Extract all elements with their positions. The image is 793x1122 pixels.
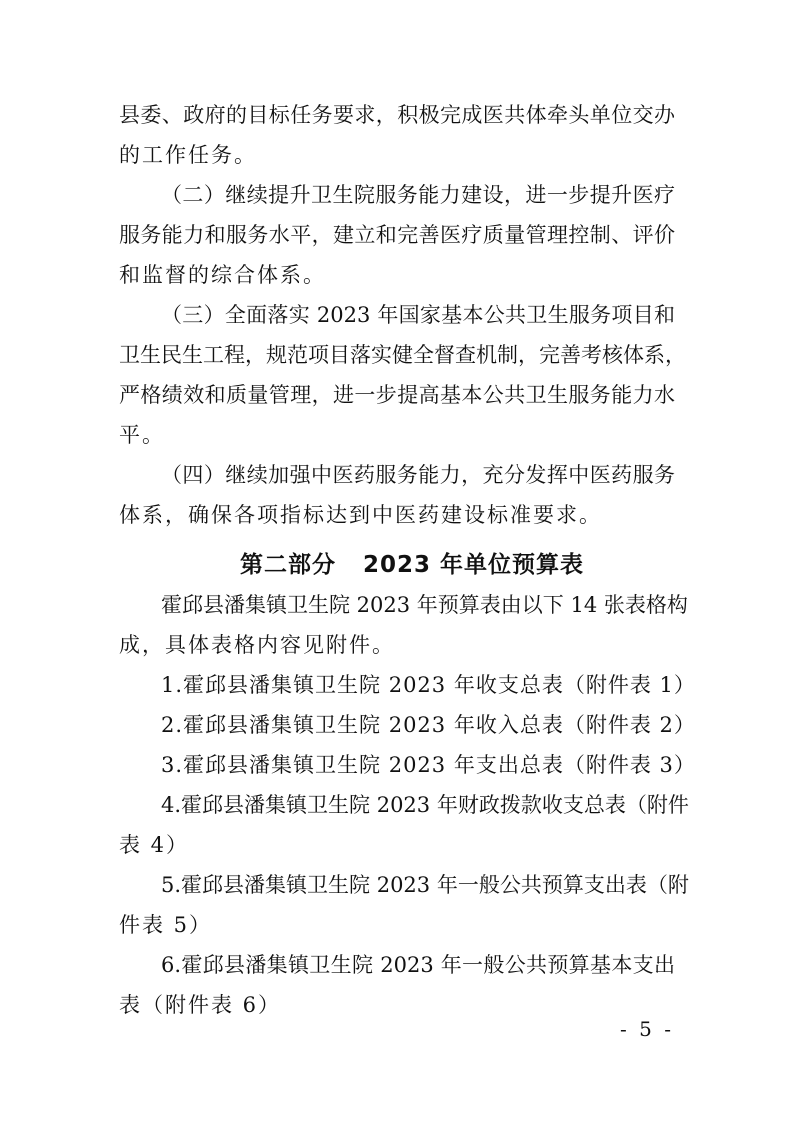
section-heading: 第二部分 2023 年单位预算表 <box>240 552 585 578</box>
section-intro-line-2: 成，具体表格内容见附件。 <box>119 633 395 657</box>
attachment-item-4-line-1: 4.霍邱县潘集镇卫生院 2023 年财政拨款收支总表（附件 <box>161 793 689 817</box>
attachment-item-3: 3.霍邱县潘集镇卫生院 2023 年支出总表（附件表 3） <box>161 753 696 777</box>
paragraph-2-line-3: 和监督的综合体系。 <box>119 263 326 287</box>
paragraph-3-line-4: 平。 <box>119 423 165 447</box>
paragraph-1-line-1: 县委、政府的目标任务要求，积极完成医共体牵头单位交办 <box>119 103 675 127</box>
page-number: - 5 - <box>620 1017 674 1041</box>
paragraph-3-line-2: 卫生民生工程，规范项目落实健全督查机制，完善考核体系， <box>119 343 686 367</box>
paragraph-4-line-2: 体系，确保各项指标达到中医药建设标准要求。 <box>119 503 602 527</box>
paragraph-3-line-1: （三）全面落实 2023 年国家基本公共卫生服务项目和 <box>161 303 675 327</box>
paragraph-2-line-2: 服务能力和服务水平，建立和完善医疗质量管理控制、评价 <box>119 223 675 247</box>
attachment-item-5-line-1: 5.霍邱县潘集镇卫生院 2023 年一般公共预算支出表（附 <box>161 873 689 897</box>
section-intro-line-1: 霍邱县潘集镇卫生院 2023 年预算表由以下 14 张表格构 <box>161 593 688 617</box>
paragraph-3-line-3: 严格绩效和质量管理，进一步提高基本公共卫生服务能力水 <box>119 383 675 407</box>
attachment-item-6-line-2: 表（附件表 6） <box>119 993 282 1017</box>
paragraph-4-line-1: （四）继续加强中医药服务能力，充分发挥中医药服务 <box>161 463 675 487</box>
attachment-item-5-line-2: 件表 5） <box>119 913 213 937</box>
attachment-item-1: 1.霍邱县潘集镇卫生院 2023 年收支总表（附件表 1） <box>161 673 696 697</box>
paragraph-2-line-1: （二）继续提升卫生院服务能力建设，进一步提升医疗 <box>161 183 675 207</box>
attachment-item-4-line-2: 表 4） <box>119 833 190 857</box>
paragraph-1-line-2: 的工作任务。 <box>119 143 257 167</box>
attachment-item-2: 2.霍邱县潘集镇卫生院 2023 年收入总表（附件表 2） <box>161 713 696 737</box>
attachment-item-6-line-1: 6.霍邱县潘集镇卫生院 2023 年一般公共预算基本支出 <box>161 953 675 977</box>
